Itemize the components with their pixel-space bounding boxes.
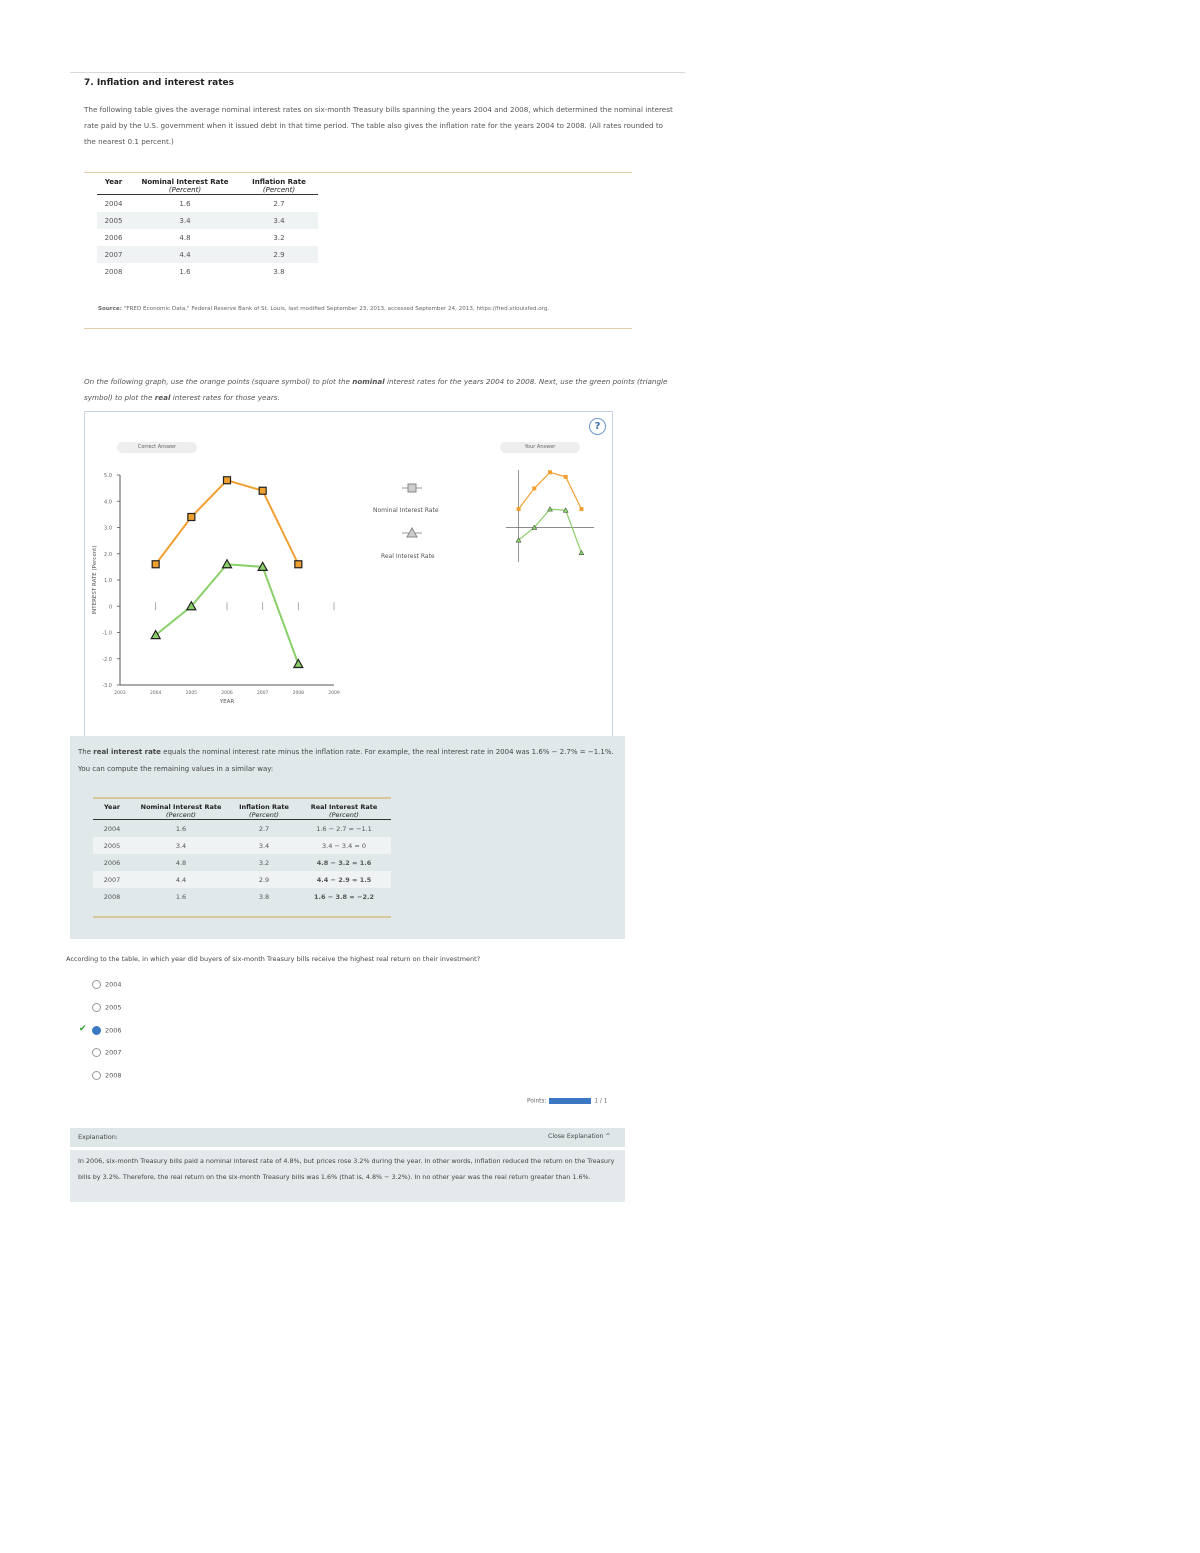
caret-up-icon: ^ bbox=[605, 1133, 611, 1140]
y-axis-label: INTEREST RATE (Percent) bbox=[92, 545, 98, 615]
interest-rate-chart[interactable] bbox=[86, 455, 356, 710]
col-header-inflation: Inflation Rate bbox=[252, 178, 306, 186]
series-line-nominal bbox=[156, 480, 299, 564]
y-tick-label: 4.0 bbox=[104, 499, 112, 506]
help-icon[interactable]: ? bbox=[589, 418, 606, 435]
radio-button[interactable] bbox=[92, 1048, 101, 1057]
source-text: "FRED Economic Data," Federal Reserve Bank of St. Louis, last modified September 23, 2013, accessed September 24, 2013, https://fred.stlouisfed.org. bbox=[123, 306, 550, 312]
y-tick-label: 3.0 bbox=[104, 525, 112, 532]
y-tick-label: 5.0 bbox=[104, 473, 112, 479]
explanation-title: Explanation: bbox=[78, 1133, 118, 1141]
table-subheader-row: (Percent) (Percent) (Percent) bbox=[93, 811, 391, 820]
graph-instructions: On the following graph, use the orange points (square symbol) to plot the nominal interest rates for the years 2004 to 2008. Next, use the green points (triangle symbol) to plot the real interest rates for those years. bbox=[84, 377, 668, 402]
option-2006[interactable]: 2006 bbox=[92, 1026, 122, 1035]
legend-triangle-icon[interactable] bbox=[400, 527, 424, 539]
y-tick-label: 2.0 bbox=[104, 551, 112, 558]
correct-answer-tab[interactable]: Correct Answer bbox=[117, 442, 197, 453]
mini-nominal-point bbox=[532, 486, 536, 490]
legend-label-real: Real Interest Rate bbox=[381, 553, 435, 560]
feedback-table-top-rule bbox=[93, 797, 391, 799]
table-bottom-rule bbox=[84, 328, 632, 329]
close-explanation-button[interactable]: Close Explanation ^ bbox=[548, 1133, 611, 1140]
explanation-header bbox=[70, 1128, 625, 1147]
nominal-point bbox=[259, 487, 266, 494]
table-top-rule bbox=[84, 172, 632, 173]
table-row: 2004 1.6 2.7 bbox=[104, 199, 285, 208]
table-row: 2006 4.8 3.2 bbox=[104, 233, 285, 242]
x-axis-label: YEAR bbox=[219, 699, 235, 705]
x-tick-label: 2006 bbox=[221, 691, 233, 696]
legend-label-nominal: Nominal Interest Rate bbox=[373, 507, 439, 514]
y-tick-label: 0 bbox=[108, 604, 112, 611]
radio-button[interactable] bbox=[92, 1071, 101, 1080]
table-row: 2008 1.6 3.8 1.6 − 3.8 = −2.2 bbox=[103, 892, 374, 901]
nominal-point bbox=[224, 477, 231, 484]
mini-series-line bbox=[519, 472, 582, 509]
unit-label: (Percent) bbox=[168, 186, 202, 194]
nominal-point bbox=[152, 561, 159, 568]
your-answer-thumbnail[interactable] bbox=[500, 462, 600, 572]
mini-nominal-point bbox=[548, 470, 552, 474]
x-tick-label: 2005 bbox=[185, 691, 198, 696]
radio-button[interactable] bbox=[92, 980, 101, 989]
unit-label: (Percent) bbox=[262, 186, 296, 194]
x-tick-label: 2008 bbox=[292, 691, 305, 696]
option-2004[interactable]: 2004 bbox=[92, 980, 122, 989]
question-title: 7. Inflation and interest rates bbox=[84, 78, 234, 88]
your-answer-tab[interactable]: Your Answer bbox=[500, 442, 580, 453]
legend-square-icon[interactable] bbox=[400, 482, 424, 494]
radio-button[interactable] bbox=[92, 1003, 101, 1012]
points-value: 1 / 1 bbox=[594, 1098, 608, 1105]
option-2005[interactable]: 2005 bbox=[92, 1003, 122, 1012]
radio-button-selected[interactable] bbox=[92, 1026, 101, 1035]
table-row: 2007 4.4 2.9 bbox=[97, 246, 318, 263]
table-header-row bbox=[97, 178, 318, 186]
mini-nominal-point bbox=[517, 507, 521, 511]
series-line-real bbox=[156, 564, 299, 664]
table-subheader-row bbox=[97, 186, 318, 195]
y-tick-label: -1.0 bbox=[102, 630, 112, 637]
table-row: 2008 1.6 3.8 bbox=[104, 267, 285, 276]
check-icon: ✔ bbox=[79, 1024, 87, 1034]
header-divider bbox=[70, 72, 685, 73]
x-tick-label: 2007 bbox=[256, 691, 269, 696]
feedback-table bbox=[93, 803, 391, 905]
explanation-text: In 2006, six-month Treasury bills paid a nominal interest rate of 4.8%, but prices rose 3.2% during the year. In other words, inflation reduced the return on the Treasury bills by 3.2%. Therefore, the real return on the six-month Treasury bills was 1.6% (that is, 4.8% − 3.2%). In no other year was the real return greater than 1.6%. bbox=[78, 1157, 615, 1181]
table-source bbox=[98, 306, 549, 312]
table-header-row: Year Nominal Interest Rate Inflation Rate Real Interest Rate bbox=[103, 803, 378, 811]
x-tick-label: 2009 bbox=[328, 691, 340, 696]
mini-nominal-point bbox=[579, 507, 583, 511]
table-row: 2005 3.4 3.4 bbox=[97, 212, 318, 229]
rates-table bbox=[97, 178, 318, 280]
option-2008[interactable]: 2008 bbox=[92, 1071, 122, 1080]
source-label: Source: bbox=[98, 306, 122, 312]
points-bar bbox=[549, 1098, 591, 1104]
table-row: 2005 3.4 3.4 3.4 − 3.4 = 0 bbox=[93, 837, 391, 854]
points-indicator bbox=[527, 1098, 607, 1105]
x-tick-label: 2003 bbox=[114, 691, 126, 696]
col-header-year: Year bbox=[104, 178, 123, 186]
option-2007[interactable]: 2007 bbox=[92, 1048, 122, 1057]
col-header-nominal: Nominal Interest Rate bbox=[141, 178, 229, 186]
mc-question: According to the table, in which year did buyers of six-month Treasury bills receive the highest real return on their investment? bbox=[66, 955, 481, 963]
points-label: Points: bbox=[527, 1098, 547, 1105]
mini-series-line bbox=[519, 509, 582, 553]
feedback-table-bottom-rule bbox=[93, 916, 391, 918]
mini-real-point bbox=[579, 550, 584, 555]
real-point bbox=[294, 660, 303, 668]
y-tick-label: -3.0 bbox=[102, 683, 112, 689]
question-intro: The following table gives the average nominal interest rates on six-month Treasury bills spanning the years 2004 and 2008, which determined the nominal interest rate paid by the U.S. government when it issued debt in that time period. The table also gives the inflation rate for the years 2004 to 2008. (All rates rounded to the nearest 0.1 percent.) bbox=[84, 105, 673, 146]
nominal-point bbox=[295, 561, 302, 568]
nominal-point bbox=[188, 514, 195, 521]
x-tick-label: 2004 bbox=[149, 691, 162, 696]
table-row: 2004 1.6 2.7 1.6 − 2.7 = −1.1 bbox=[103, 824, 372, 833]
y-tick-label: 1.0 bbox=[104, 578, 112, 584]
mini-nominal-point bbox=[564, 475, 568, 479]
feedback-text: The real interest rate equals the nominal interest rate minus the inflation rate. For example, the real interest rate in 2004 was 1.6% − 2.7% = −1.1%. You can compute the remaining values in a similar way: bbox=[78, 748, 614, 773]
y-tick-label: -2.0 bbox=[102, 656, 112, 663]
table-row: 2006 4.8 3.2 4.8 − 3.2 = 1.6 bbox=[103, 858, 372, 867]
table-row: 2007 4.4 2.9 4.4 − 2.9 = 1.5 bbox=[93, 871, 391, 888]
